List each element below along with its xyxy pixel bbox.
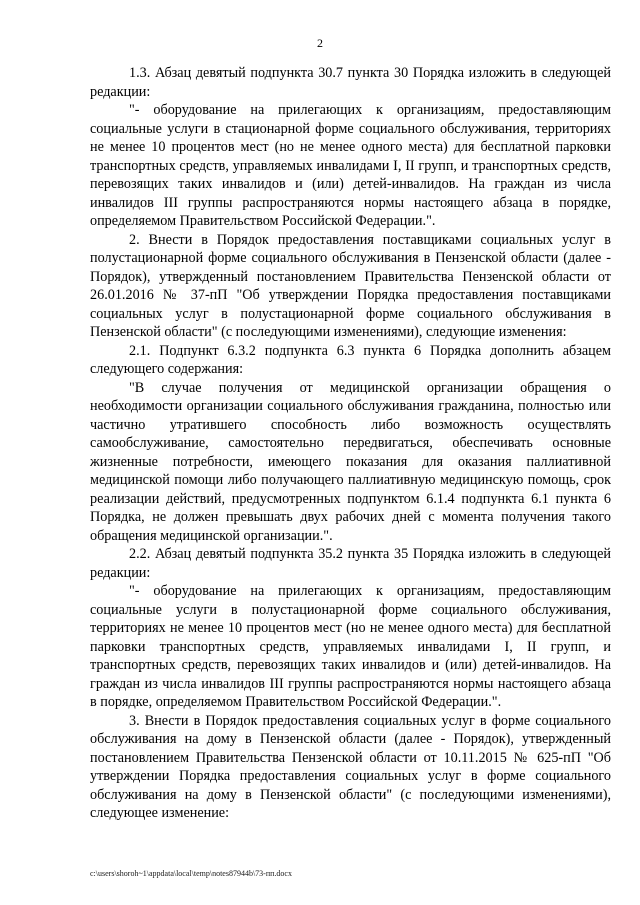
paragraph-2-1: 2.1. Подпункт 6.3.2 подпункта 6.3 пункта 6 Порядка дополнить абзацем следующего содержания: [90,342,611,377]
document-body [90,64,611,823]
paragraph-2-2: 2.2. Абзац девятый подпункта 35.2 пункта 35 Порядка изложить в следующей редакции: [90,546,611,581]
paragraph-quote-1: "- оборудование на прилегающих к организациям, предоставляющим социальные услуги в стационарной форме социального обслуживания, территориях не менее 10 процентов мест (но не менее одного места) для бесплатной парковки транспортных средств, управляемых инвалидами I, II групп, и транспортных средств, перевозящих таких инвалидов и (или) детей-инвалидов. На граждан из числа инвалидов III группы распространяются нормы настоящего абзаца в порядке, определяемом Правительством Российской Федерации.". [90,102,611,229]
paragraph-quote-2: "В случае получения от медицинской организации обращения о необходимости организации социального обслуживания гражданина, полностью или частично утратившего способность либо возможность осуществлять самообслуживание, самостоятельно передвигаться, обеспечивать основные жизненные потребности, имеющего показания для оказания паллиативной медицинской помощи либо получающего паллиативную медицинскую помощь, срок реализации действий, предусмотренных подпунктом 6.1.4 подпункта 6.1 пункта 6 Порядка, не должен превышать двух рабочих дней с момента получения такого обращения медицинской организации.". [90,379,611,544]
paragraph-3: 3. Внести в Порядок предоставления социальных услуг в форме социального обслуживания на дому в Пензенской области (далее - Порядок), утвержденный постановлением Правительства Пензенской области от 10.11.2015 № 625-пП "Об утверждении Порядка предоставления социальных услуг в форме социального обслуживания на дому в Пензенской области" (с последующими изменениями), следующее изменение: [90,712,611,821]
page-number: 2 [317,36,323,50]
file-path-footer: c:\users\shoroh~1\appdata\local\temp\notes87944b\73-пп.docx [90,869,292,878]
paragraph-2: 2. Внести в Порядок предоставления поставщиками социальных услуг в полустационарной форме социального обслуживания в Пензенской области (далее - Порядок), утвержденный постановлением Правительства Пензенской области от 26.01.2016 № 37-пП "Об утверждении Порядка предоставления поставщиками социальных услуг в полустационарной форме социального обслуживания в Пензенской области" (с последующими изменениями), следующие изменения: [90,231,611,340]
paragraph-1-3: 1.3. Абзац девятый подпункта 30.7 пункта 30 Порядка изложить в следующей редакции: [90,65,611,100]
paragraph-quote-3: "- оборудование на прилегающих к организациям, предоставляющим социальные услуги в полустационарной форме социального обслуживания, территориях не менее 10 процентов мест (но не менее одного места) для бесплатной парковки транспортных средств, управляемых инвалидами I, II групп, и транспортных средств, перевозящих таких инвалидов и (или) детей-инвалидов. На граждан из числа инвалидов III группы распространяются нормы настоящего абзаца в порядке, определяемом Правительством Российской Федерации.". [90,583,611,710]
